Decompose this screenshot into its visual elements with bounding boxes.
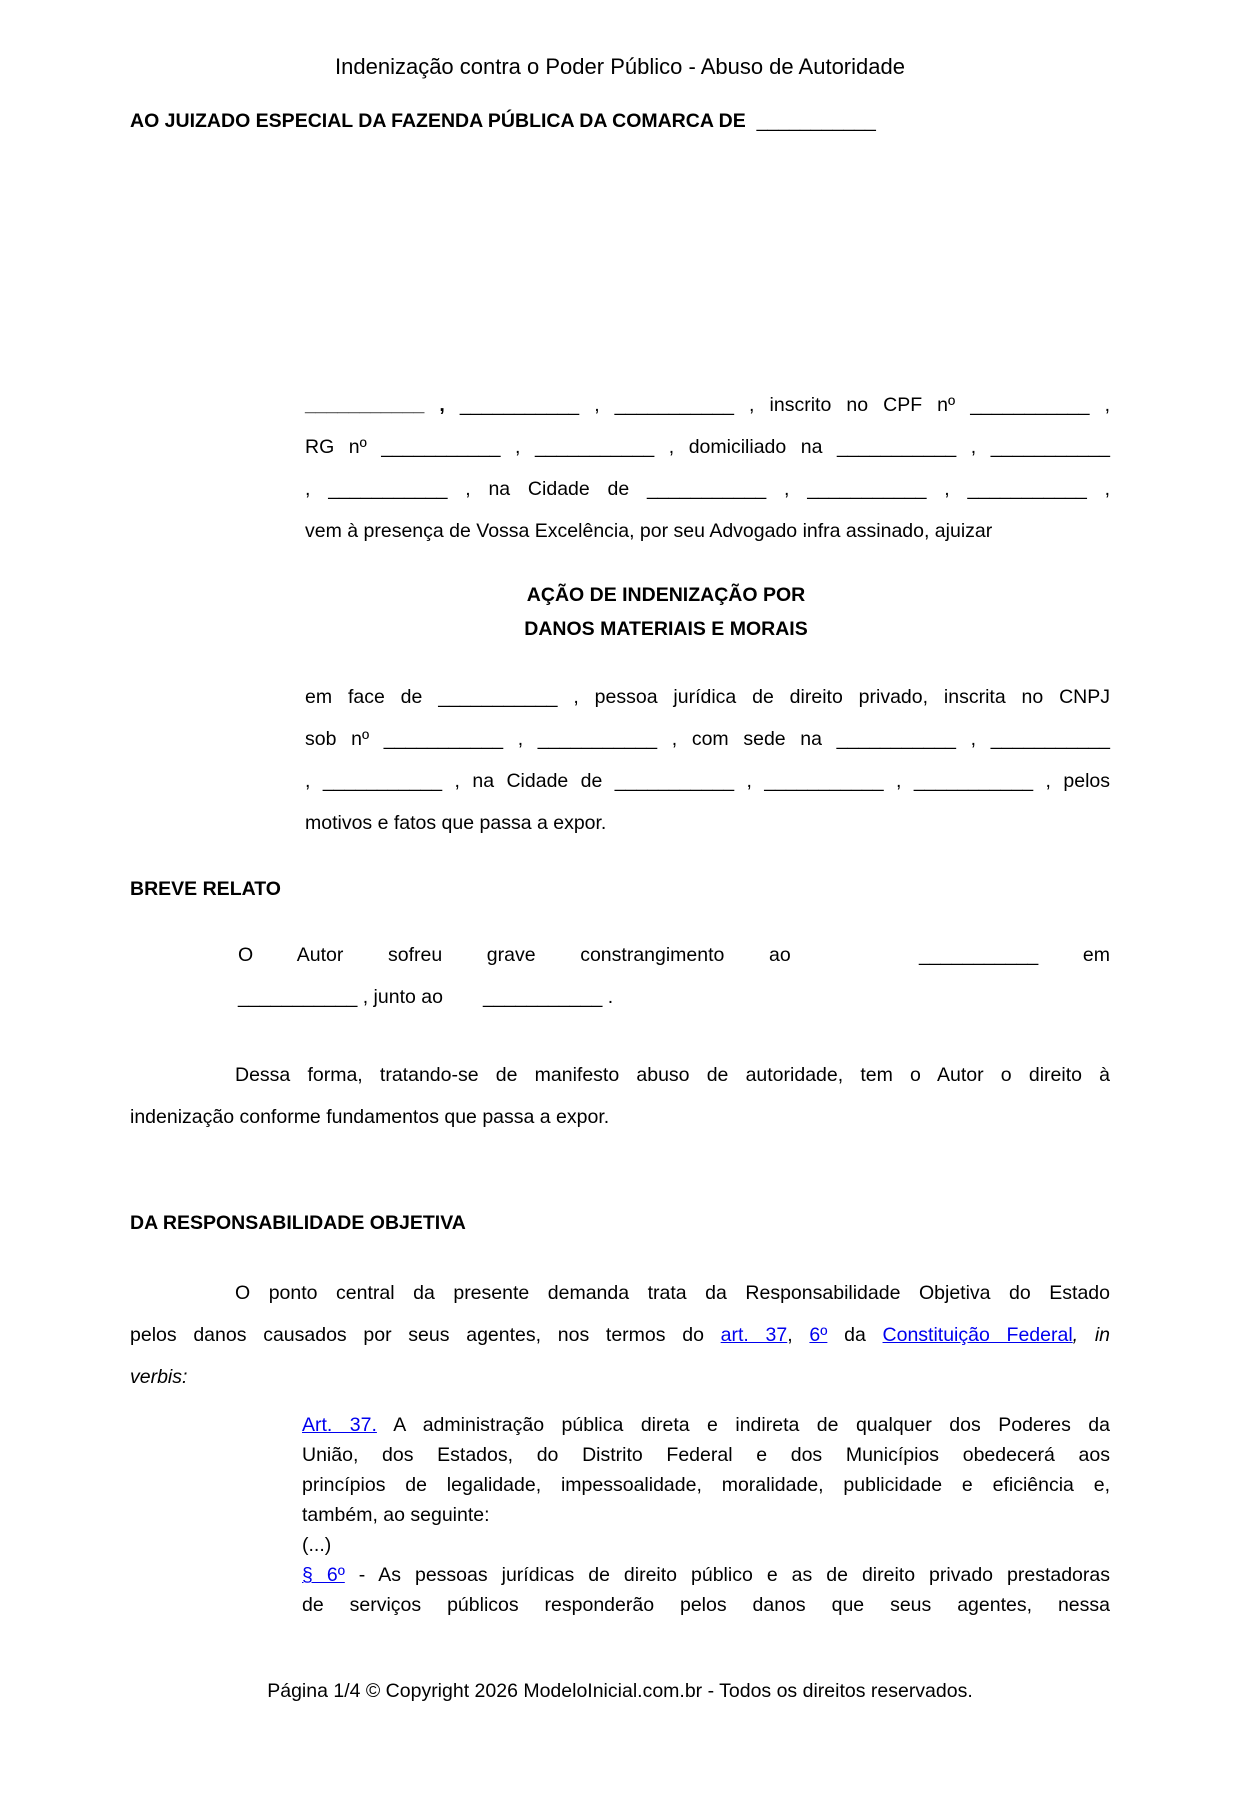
qualification-line-3: , ___________ , na Cidade de ___________ , ___________ , ___________ , <box>305 478 1110 500</box>
responsabilidade-paragraph <box>130 1272 1110 1398</box>
qualification-line-4: vem à presença de Vossa Excelência, por seu Advogado infra assinado, ajuizar <box>305 520 993 542</box>
legal-document-page <box>0 52 1240 1806</box>
quote-art37-line-3: princípios de legalidade, impessoalidade, moralidade, publicidade e eficiência e, <box>302 1474 1110 1496</box>
quote-art37-line-2: União, dos Estados, do Distrito Federal e dos Municípios obedecerá aos <box>302 1444 1110 1466</box>
page-content <box>0 52 1240 1706</box>
dessa-forma-line-1: Dessa forma, tratando-se de manifesto abuso de autoridade, tem o Autor o direito à <box>235 1064 1110 1086</box>
plaintiff-name-blank: ___________ , <box>305 394 445 416</box>
link-separator-comma: , <box>787 1324 810 1346</box>
defendant-line-1: em face de ___________ , pessoa jurídica de direito privado, inscrita no CNPJ <box>305 686 1110 708</box>
quote-ellipsis: (...) <box>302 1534 332 1556</box>
quote-art-37-link[interactable]: Art. 37. <box>302 1414 377 1436</box>
qualification-line-2: RG nº ___________ , ___________ , domiciliado na ___________ , ___________ <box>305 436 1110 458</box>
quote-art37-line-1-text: A administração pública direta e indireta de qualquer dos Poderes da <box>376 1414 1110 1436</box>
link-separator-da: da <box>827 1324 883 1346</box>
quote-par6-line-1 <box>302 1560 1110 1590</box>
breve-line-1: O Autor sofreu grave constrangimento ao ___________ em <box>238 944 1110 966</box>
breve-line-2: ___________ , junto ao ___________ . <box>238 986 614 1008</box>
responsabilidade-line-1: O ponto central da presente demanda trata da Responsabilidade Objetiva do Estado <box>235 1282 1110 1304</box>
in-verbis-start: , in <box>1072 1324 1110 1346</box>
defendant-line-2: sob nº ___________ , ___________ , com sede na ___________ , ___________ <box>305 728 1110 750</box>
breve-relato-heading: BREVE RELATO <box>130 878 281 900</box>
quote-art37-line-1 <box>302 1410 1110 1440</box>
defendant-qualification-paragraph <box>305 676 1110 844</box>
responsabilidade-line-2-prefix: pelos danos causados por seus agentes, nos termos do <box>130 1324 721 1346</box>
defendant-line-3: , ___________ , na Cidade de ___________ , ___________ , ___________ , pelos <box>305 770 1110 792</box>
dessa-forma-line-2: indenização conforme fundamentos que passa a expor. <box>130 1106 610 1128</box>
document-title: Indenização contra o Poder Público - Abuso de Autoridade <box>335 54 905 79</box>
quote-par6-line-2: de serviços públicos responderão pelos danos que seus agentes, nessa <box>302 1594 1110 1616</box>
page-footer: Página 1/4 © Copyright 2026 ModeloInicial.com.br - Todos os direitos reservados. <box>267 1680 973 1702</box>
constituicao-federal-link[interactable]: Constituição Federal <box>882 1324 1073 1346</box>
responsabilidade-heading: DA RESPONSABILIDADE OBJETIVA <box>130 1212 466 1234</box>
quote-art37-line-4: também, ao seguinte: <box>302 1504 490 1526</box>
constitution-blockquote <box>302 1410 1110 1620</box>
qualification-line-1-rest: ___________ , ___________ , inscrito no CPF nº ___________ , <box>444 394 1110 416</box>
defendant-line-4: motivos e fatos que passa a expor. <box>305 812 607 834</box>
responsabilidade-line-2 <box>130 1314 1110 1356</box>
action-title <box>130 578 1110 646</box>
addressee-line <box>130 108 1110 134</box>
qualification-line-1 <box>305 384 1110 426</box>
addressee-spacer <box>746 110 757 132</box>
breve-relato-paragraph <box>238 934 1110 1018</box>
addressee-label: AO JUIZADO ESPECIAL DA FAZENDA PÚBLICA DA COMARCA DE <box>130 110 746 132</box>
art-37-link[interactable]: art. 37 <box>720 1324 788 1346</box>
quote-par6-line-1-text: - As pessoas jurídicas de direito público e as de direito privado prestadoras <box>344 1564 1110 1586</box>
plaintiff-qualification-paragraph <box>305 384 1110 552</box>
quote-paragrafo-6-link[interactable]: § 6º <box>302 1564 345 1586</box>
action-title-line-1: AÇÃO DE INDENIZAÇÃO POR <box>526 584 806 606</box>
comarca-blank-field: ___________ <box>756 110 876 132</box>
dessa-forma-paragraph <box>130 1054 1110 1138</box>
responsabilidade-line-3: verbis: <box>130 1366 188 1388</box>
action-title-line-2: DANOS MATERIAIS E MORAIS <box>524 618 808 640</box>
paragrafo-6-link[interactable]: 6º <box>809 1324 828 1346</box>
